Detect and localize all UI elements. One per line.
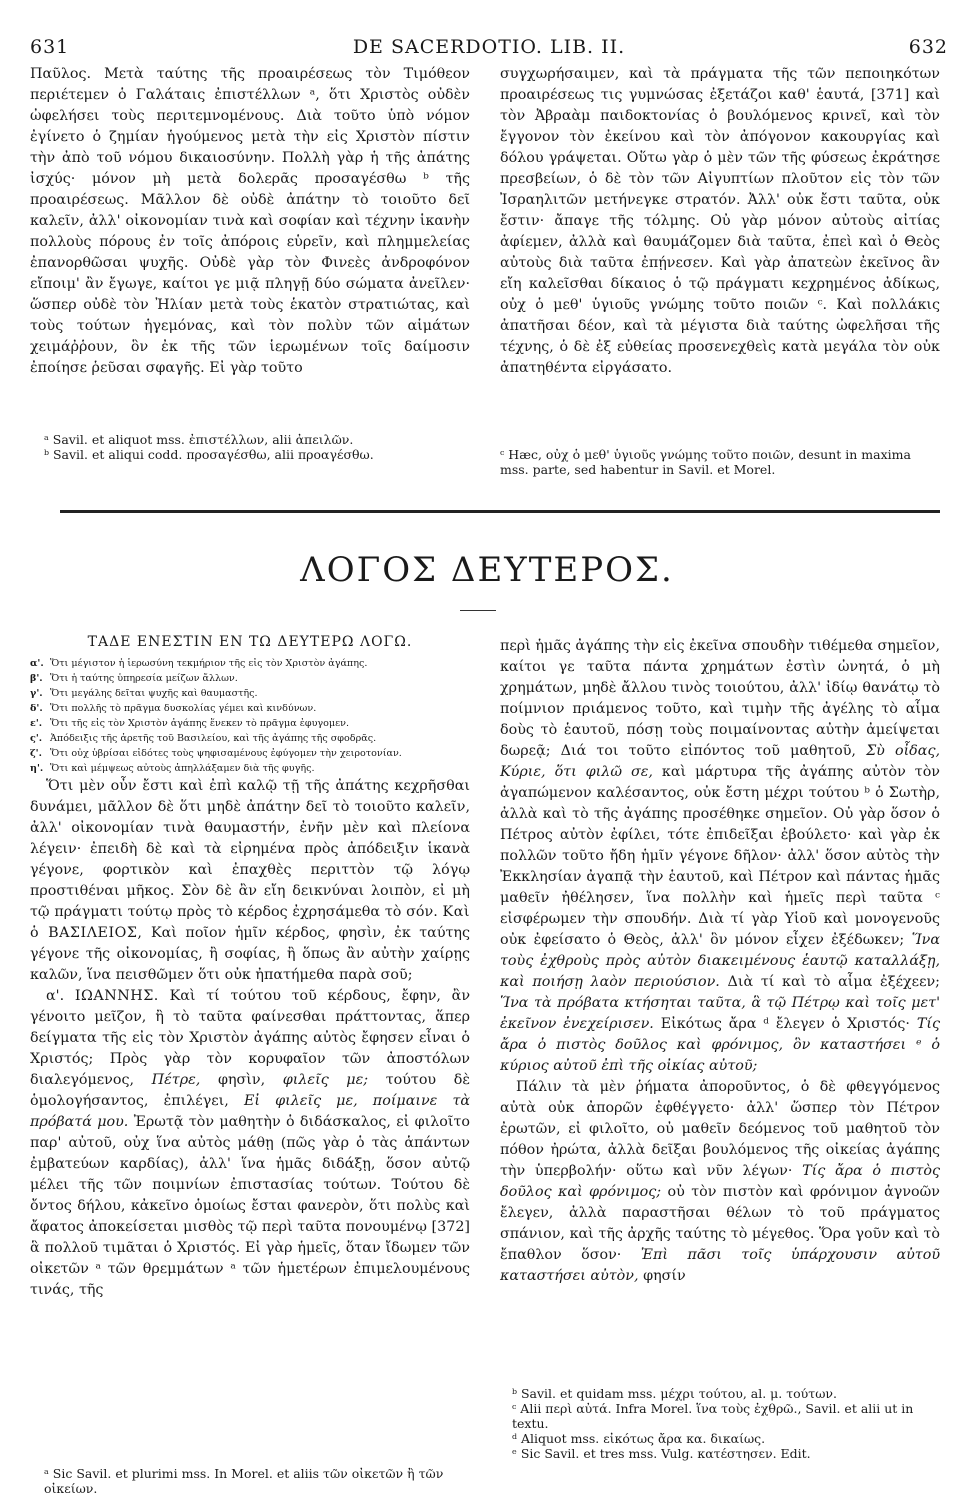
paragraph: α'. ΙΩΑΝΝΗΣ. Καὶ τί τούτου τοῦ κέρδους, ἔφην, ἂν γένοιτο μεῖζον, ἢ τὸ ταῦτα φαίνεσθαι πράττοντας, ἅπερ δείγματα τῆς εἰς τὸν Χριστὸν ἀγάπης αὐτὸς ἔφησεν εἶναι ὁ Χριστός; Πρὸς γὰρ τὸν κορυφαῖον τῶν ἀποστόλων διαλεγόμενος, Πέτρε, φησὶν, φιλεῖς με; τούτου δὲ ὁμολογήσαντος, ἐπιλέγει, Εἰ φιλεῖς με, ποίμαινε τὰ πρόβατά μου. Ἐρωτᾷ τὸν μαθητὴν ὁ διδάσκαλος, εἰ φιλοῖτο παρ' αὐτοῦ, οὐχ ἵνα αὐτὸς μάθῃ (πῶς γὰρ ὁ τὰς ἁπάντων ἐμβατεύων καρδίας), ἀλλ' ἵνα ἡμᾶς διδάξῃ, ὅσον αὐτῷ μέλει τῆς τῶν ποιμνίων ἐπιστασίας τούτων. Τούτου δὲ ὄντος δήλου, κἀκεῖνο ὁμοίως ἔσται φανερὸν, ὅτι πολὺς καὶ ἄφατος ἀποκείσεται μισθὸς τῷ περὶ ταῦτα πονουμένῳ [372] ἃ πολλοῦ τιμᾶται ὁ Χριστός. Εἰ γὰρ ἡμεῖς, ὅταν ἴδωμεν τῶν οἰκετῶν ᵃ τῶν θρεμμάτων ᵃ τῶν ἡμετέρων ἐπιμελουμένους τινάς, τῆς [30, 988, 471, 1298]
running-header [30, 36, 948, 62]
page-number-right: 632 [908, 36, 948, 58]
bottom-left-column [30, 776, 470, 1301]
footnote: ᶜ Hæc, οὐχ ὁ μεθ' ὑγιοῦς γνώμης τοῦτο ποιῶν, desunt in maxima mss. parte, sed habentur in Savil. et Morel. [500, 447, 911, 477]
footnote: ᵉ Sic Savil. et tres mss. Vulg. κατέστησεν. Edit. [512, 1446, 811, 1461]
section-number: α'. [46, 988, 65, 1004]
list-item: ε'. Ὅτι τῆς εἰς τὸν Χριστὸν ἀγάπης ἕνεκεν τὸ πρᾶγμα ἐφυγομεν. [30, 718, 350, 729]
quotation: Τίς ἄρα ὁ πιστὸς δοῦλος καὶ φρόνιμος; [500, 1163, 940, 1200]
list-item: β'. Ὅτι ἡ ταύτης ὑπηρεσία μείζων ἄλλων. [30, 673, 238, 684]
top-right-text: συγχωρήσαιμεν, καὶ τὰ πράγματα τῆς τῶν πεποιηκότων προαιρέσεως τις γυμνώσας ἐξετάζοι καθ' ἑαυτά, [371] καὶ τὸν Ἀβραὰμ παιδοκτονίας ὁ βουλόμενος κρινεῖ, καὶ τὸν ἔγγονον τὸν ἐκείνου καὶ τὸν ἀπόγονον κακουργίας καὶ δόλου γράψεται. Οὕτω γὰρ ὁ μὲν τῶν τῆς φύσεως ἐκράτησε πρεσβείων, ὁ δὲ τὸν τῶν Αἰγυπτίων πλοῦτον εἰς τὸν τῶν Ἰσραηλιτῶν μετήνεγκε στρατόν. Ἀλλ' οὐκ ἔστι ταῦτα, οὐκ ἔστιν· ἄπαγε τῆς τόλμης. Οὐ γὰρ μόνον αὐτοὺς αἰτίας ἀφίεμεν, ἀλλὰ καὶ θαυμάζομεν διὰ ταῦτα, ἐπεὶ καὶ ὁ Θεὸς αὐτοὺς διὰ ταῦτα ἐπῄνεσεν. Καὶ γὰρ ἀπατεὼν ἐκεῖνος ἂν εἴη καλεῖσθαι δίκαιος ὁ τῷ πράγματι κεχρημένος ἀδίκως, οὐχ ὁ μεθ' ὑγιοῦς γνώμης τοῦτο ποιῶν ᶜ. Καὶ πολλάκις ἀπατῆσαι δέον, καὶ τὰ μέγιστα διὰ ταύτης ὠφελῆσαι τῆς τέχνης, ὁ δὲ ἐξ εὐθείας προσενεχθεὶς κατὰ μεγάλα τὸν οὐκ ἀπατηθέντα εἰργάσατο. [500, 66, 940, 376]
list-item: δ'. Ὅτι πολλῆς τὸ πρᾶγμα δυσκολίας γέμει καὶ κινδύνων. [30, 703, 317, 714]
section-divider [60, 510, 940, 513]
running-title: DE SACERDOTIO. LIB. II. [352, 36, 626, 58]
quotation: Ἵνα τοὺς ἐχθροὺς πρὸς αὐτὸν διακειμένους ἑαυτῷ καταλλάξῃ, καὶ ποιήσῃ λαὸν περιούσιον. [500, 932, 940, 990]
list-item: ζ'. Ὅτι οὐχ ὑβρίσαι εἰδότες τοὺς ψηφισαμένους ἐφύγομεν τὴν χειροτονίαν. [30, 748, 402, 759]
footnote: ᶜ Alii περὶ αὐτά. Infra Morel. ἵνα τοὺς ἐχθρῶ., Savil. et alii ut in textu. [512, 1401, 914, 1431]
list-item: ς'. Ἀπόδειξις τῆς ἀρετῆς τοῦ Βασιλείου, καὶ τῆς ἀγάπης τῆς σφοδρᾶς. [30, 733, 377, 744]
title-rule [460, 610, 496, 611]
list-item: γ'. Ὅτι μεγάλης δεῖται ψυχῆς καὶ θαυμαστῆς. [30, 688, 258, 699]
quotation: φιλεῖς με; [282, 1072, 369, 1088]
top-footnotes-right [500, 447, 940, 477]
list-item: η'. Ὅτι καὶ μέμψεως αὐτοὺς ἀπηλλάξαμεν διὰ τῆς φυγῆς. [30, 763, 315, 774]
bottom-footnotes-left [44, 1466, 464, 1496]
speaker-basil: Καὶ ὁ ΒΑΣΙΛΕΙΟΣ, [30, 904, 470, 941]
quotation: Σὺ οἶδας, Κύριε, ὅτι φιλῶ σε, [500, 743, 940, 780]
list-item: α'. Ὅτι μέγιστον ἡ ἱερωσύνη τεκμήριον τῆς εἰς τὸν Χριστὸν ἀγάπης. [30, 658, 368, 669]
quotation: Ἐπὶ πᾶσι τοῖς ὑπάρχουσιν αὐτοῦ καταστήσει αὐτὸν, [500, 1247, 941, 1284]
footnote: ᵃ Sic Savil. et plurimi mss. In Morel. et aliis τῶν οἰκετῶν ἢ τῶν οἰκείων. [44, 1466, 444, 1496]
quotation: Ἵνα τὰ πρόβατα κτήσηται ταῦτα, ἃ τῷ Πέτρῳ καὶ τοῖς μετ' ἐκεῖνον ἐνεχείρισεν. [500, 995, 940, 1032]
paragraph: Ὅτι μὲν οὖν ἔστι καὶ ἐπὶ καλῷ τῇ τῆς ἀπάτης κεχρῆσθαι δυνάμει, μᾶλλον δὲ ὅτι μηδὲ ἀπάτην δεῖ τὸ τοιοῦτο καλεῖν, ἀλλ' οἰκονομίαν τινὰ θαυμαστήν, ἐνῆν μὲν καὶ πλείονα λέγειν· ἐπειδὴ δὲ καὶ τὰ εἰρημένα πρὸς ἀπόδειξιν ἱκανὰ γέγονε, φορτικὸν καὶ ἐπαχθὲς περιττὸν τῷ λόγῳ προστιθέναι μῆκος. Σὸν δὲ ἂν εἴη δεικνύναι λοιπὸν, εἰ μὴ τῷ πράγματι τούτῳ πρὸς τὸ κέρδος ἐχρησάμεθα τὸ σόν. Καὶ ὁ ΒΑΣΙΛΕΙΟΣ, Καὶ ποῖον ἡμῖν κέρδος, φησὶν, ἐκ ταύτης γέγονε τῆς οἰκονομίας, ἢ σοφίας, ἢ ὅπως ἂν αὐτὴν χαίρῃς καλῶν, ἵνα πεισθῶμεν ὅτι οὐκ ἠπατήμεθα παρὰ σοῦ; [30, 778, 470, 983]
chapter-contents [30, 634, 470, 776]
footnote: ᵃ Savil. et aliquot mss. ἐπιστέλλων, alii ἀπειλῶν. [44, 432, 354, 447]
speaker-john: ΙΩΑΝΝΗΣ. [74, 988, 159, 1004]
contents-heading: ΤΑΔΕ ΕΝΕΣΤΙΝ ΕΝ ΤΩ ΔΕΥΤΕΡΩ ΛΟΓΩ. [87, 634, 413, 650]
quotation: Εἰ φιλεῖς με, ποίμαινε τὰ πρόβατά μου. [30, 1093, 471, 1130]
quotation: Πέτρε, [151, 1072, 201, 1088]
paragraph: περὶ ἡμᾶς ἀγάπης τὴν εἰς ἐκεῖνα σπουδὴν τιθέμεθα σημεῖον, καίτοι γε ταῦτα πάντα χρημάτων ἐστὶν ὠνητά, ὁ μὴ χρημάτων, μηδὲ ἄλλου τινὸς τοιούτου, ἀλλ' ἰδίῳ θανάτῳ τὸ ποίμνιον πριάμενος τοῦτο, καὶ τιμὴν τῆς ἀγέλης τὸ αἷμα δοὺς τὸ ἑαυτοῦ, πόσῃ τοὺς ποιμαίνοντας αὐτὴν ἀμείψεται δωρεᾷ; Διά τοι τοῦτο εἰπόντος τοῦ μαθητοῦ, Σὺ οἶδας, Κύριε, ὅτι φιλῶ σε, καὶ μάρτυρα τῆς ἀγάπης αὐτὸν τὸν ἀγαπώμενον καλέσαντος, οὐκ ἔστη μέχρι τούτου ᵇ ὁ Σωτὴρ, ἀλλὰ καὶ τὸ τῆς ἀγάπης προσέθηκε σημεῖον. Οὐ γὰρ ὅσον ὁ Πέτρος αὐτὸν ἐφίλει, τότε ἐπιδεῖξαι ἐβούλετο· καὶ γὰρ ἐκ πολλῶν τοῦτο ἤδη ἡμῖν γέγονε δῆλον· ἀλλ' ὅσον αὐτὸς τὴν Ἐκκλησίαν ἀγαπᾷ τὴν ἑαυτοῦ, καὶ Πέτρον καὶ πάντας ἡμᾶς μαθεῖν ἠθέλησεν, ἵνα πολλὴν καὶ ἡμεῖς περὶ ταῦτα ᶜ εἰσφέρωμεν τὴν σπουδήν. Διὰ τί γὰρ Υἱοῦ καὶ μονογενοῦς οὐκ ἐφείσατο ὁ Θεὸς, ἀλλ' ὃν μόνον εἶχεν ἐξέδωκεν; Ἵνα τοὺς ἐχθροὺς πρὸς αὐτὸν διακειμένους ἑαυτῷ καταλλάξῃ, καὶ ποιήσῃ λαὸν περιούσιον. Διὰ τί καὶ τὸ αἷμα ἐξέχεεν; Ἵνα τὰ πρόβατα κτήσηται ταῦτα, ἃ τῷ Πέτρῳ καὶ τοῖς μετ' ἐκεῖνον ἐνεχείρισεν. Εἰκότως ἄρα ᵈ ἔλεγεν ὁ Χριστός· Τίς ἄρα ὁ πιστὸς δοῦλος καὶ φρόνιμος, ὃν καταστήσει ᵉ ὁ κύριος αὐτοῦ ἐπὶ τῆς οἰκίας αὐτοῦ; [500, 638, 941, 1074]
top-footnotes-left [44, 432, 464, 462]
footnote: ᵈ Aliquot mss. εἰκότως ἄρα κα. δικαίως. [512, 1431, 766, 1446]
top-left-column [30, 64, 470, 379]
paragraph: Πάλιν τὰ μὲν ῥήματα ἀποροῦντος, ὁ δὲ φθεγγόμενος αὐτὰ οὐκ ἀπορῶν ἐφθέγγετο· ἀλλ' ὥσπερ τὸν Πέτρον ἐρωτῶν, εἰ φιλοῖτο, οὐ μαθεῖν δεόμενος τοῦ μαθητοῦ τὸν πόθον ἠρώτα, ἀλλὰ δεῖξαι βουλόμενος τῆς οἰκείας ἀγάπης τὴν ὑπερβολήν· οὕτω καὶ νῦν λέγων· Τίς ἄρα ὁ πιστὸς δοῦλος καὶ φρόνιμος; οὐ τὸν πιστὸν καὶ φρόνιμον ἀγνοῶν ἔλεγεν, ἀλλὰ παραστῆσαι θέλων τὸ τοῦ πράγματος σπάνιον, καὶ τῆς ἀρχῆς ταύτης τὸ μέγεθος. Ὅρα γοῦν καὶ τὸ ἔπαθλον ὅσον· Ἐπὶ πᾶσι τοῖς ὑπάρχουσιν αὐτοῦ καταστήσει αὐτὸν, φησίν [500, 1079, 941, 1284]
footnote: ᵇ Savil. et aliqui codd. προσαγέσθω, alii προαγέσθω. [44, 447, 374, 462]
bottom-right-column [500, 636, 940, 1287]
footnote: ᵇ Savil. et quidam mss. μέχρι τούτου, al. μ. τούτων. [512, 1386, 837, 1401]
contents-list [30, 656, 470, 776]
quotation: Τίς ἄρα ὁ πιστὸς δοῦλος καὶ φρόνιμος, ὃν καταστήσει ᵉ ὁ κύριος αὐτοῦ ἐπὶ τῆς οἰκίας αὐτοῦ; [500, 1016, 940, 1074]
top-right-column [500, 64, 940, 379]
book-title: ΛΟΓΟΣ ΔΕΥΤΕΡΟΣ. [300, 550, 674, 590]
top-left-text: Παῦλος. Μετὰ ταύτης τῆς προαιρέσεως τὸν Τιμόθεον περιέτεμεν ὁ Γαλάταις ἐπιστέλλων ᵃ, ὅτι Χριστὸς οὐδὲν ὠφελήσει τοὺς περιτεμνομένους. Διὰ τοῦτο ὑπὸ νόμον ἐγίνετο ὁ ζημίαν ἡγούμενος μετὰ τὴν εἰς Χριστὸν πίστιν τὴν ἀπὸ τοῦ νόμου δικαιοσύνην. Πολλὴ γὰρ ἡ τῆς ἀπάτης ἰσχύς· μόνον μὴ μετὰ δολερᾶς προσαγέσθω ᵇ τῆς προαιρέσεως. Μᾶλλον δὲ οὐδὲ ἀπάτην τὸ τοιοῦτο δεῖ καλεῖν, ἀλλ' οἰκονομίαν τινὰ καὶ σοφίαν καὶ τέχνην ἱκανὴν πολλοὺς πόρους ἐν τοῖς ἀπόροις εὑρεῖν, καὶ πλημμελείας ἐπανορθῶσαι ψυχῆς. Οὐδὲ γὰρ τὸν Φινεὲς ἀνδροφόνον εἴποιμ' ἂν ἔγωγε, καίτοι γε μιᾷ πληγῇ δύο σώματα ἀνεῖλεν· ὥσπερ οὐδὲ τὸν Ἠλίαν μετὰ τοὺς ἑκατὸν στρατιώτας, καὶ τοὺς τούτων ἡγεμόνας, καὶ τὸν πολὺν τῶν αἱμάτων χειμάῤῥουν, ὃν ἐκ τῆς τῶν ἱερωμένων τοῖς δαίμοσιν ἐποίησε ῥεῦσαι σφαγῆς. Εἰ γὰρ τοῦτο [30, 66, 470, 376]
bottom-footnotes-right [512, 1386, 940, 1461]
page-number-left: 631 [30, 36, 70, 58]
